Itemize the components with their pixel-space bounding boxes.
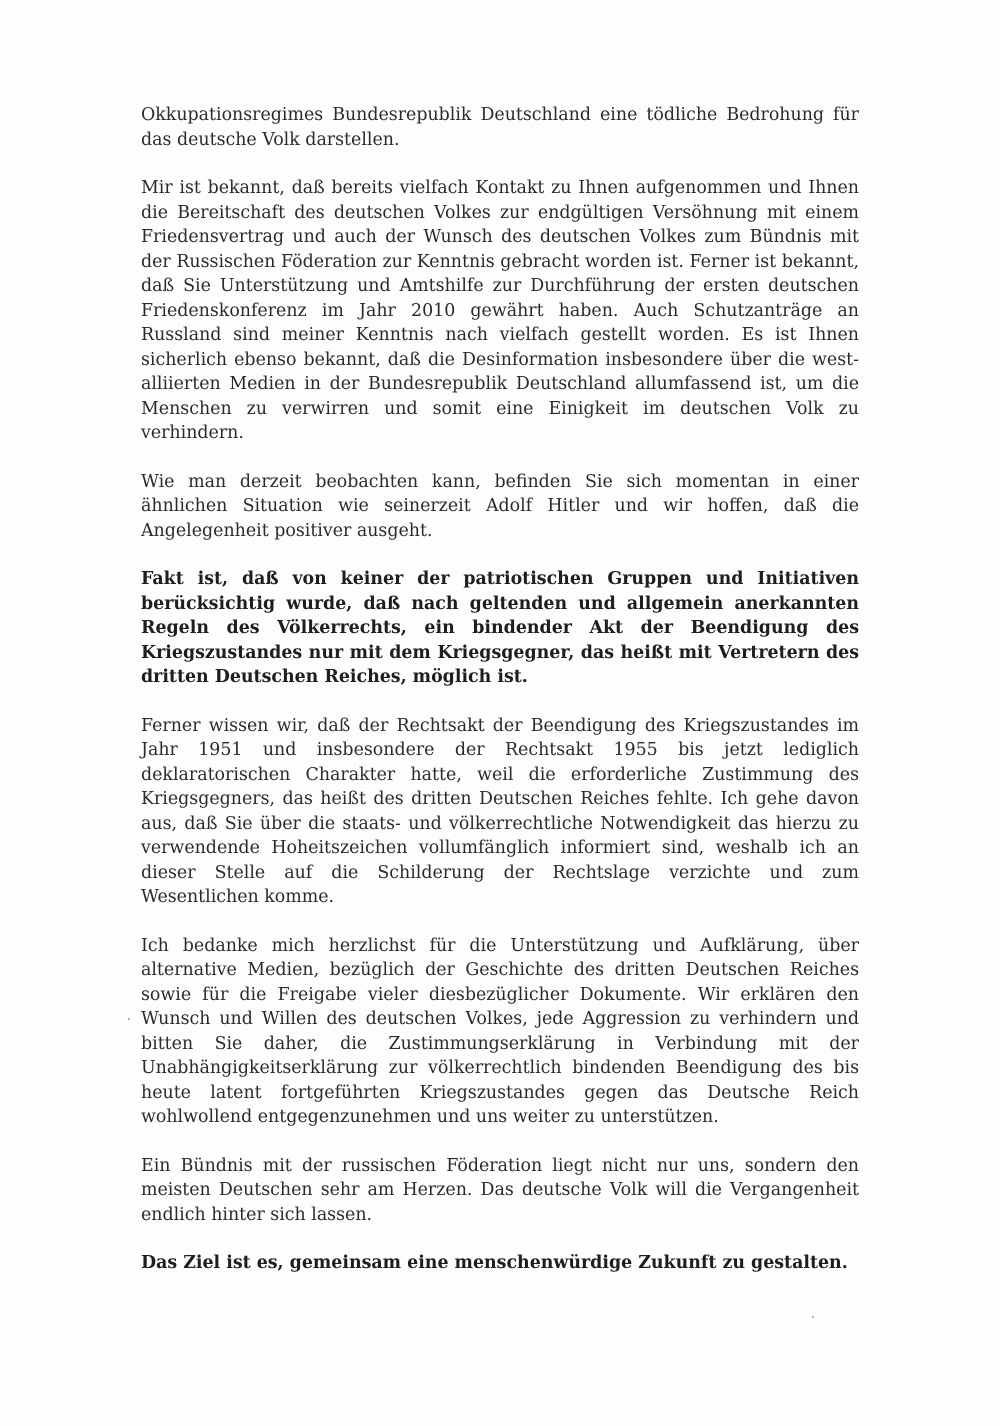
paragraph-7: Ein Bündnis mit der russischen Föderation liegt nicht nur uns, sondern den meisten Deutschen sehr am Herzen. Das deutsche Volk will die Vergangenheit endlich hinter sich lassen. [141, 1155, 859, 1225]
scan-speck [812, 1316, 814, 1318]
closing-statement: Das Ziel ist es, gemeinsam eine menschenwürdige Zukunft zu gestalten. [141, 1253, 848, 1273]
paragraph-2: Mir ist bekannt, daß bereits vielfach Kontakt zu Ihnen aufgenommen und Ihnen die Bereitschaft des deutschen Volkes zur endgültigen Versöhnung mit einem Friedensvertrag und auch der Wunsch des deutschen Volkes zum Bündnis mit der Russischen Föderation zur Kenntnis gebracht worden ist. Ferner ist bekannt, daß Sie Unterstützung und Amtshilfe zur Durchführung der ersten deutschen Friedenskonferenz im Jahr 2010 gewährt haben. Auch Schutzanträge an Russland sind meiner Kenntnis nach vielfach gestellt worden. Es ist Ihnen sicherlich ebenso bekannt, daß die Desinformation insbesondere über die west-alliierten Medien in der Bundesrepublik Deutschland allumfassend ist, um die Menschen zu verwirren und somit eine Einigkeit im deutschen Volk zu verhindern. [141, 178, 859, 443]
paragraph-4-bold: Fakt ist, daß von keiner der patriotischen Gruppen und Initiativen berücksichtig wurde, daß nach geltenden und allgemein anerkannten Regeln des Völkerrechts, ein bindender Akt der Beendigung des Kriegszustandes nur mit dem Kriegsgegner, das heißt mit Vertretern des dritten Deutschen Reiches, möglich ist. [141, 569, 859, 687]
paragraph-5: Ferner wissen wir, daß der Rechtsakt der Beendigung des Kriegszustandes im Jahr 1951 und insbesondere der Rechtsakt 1955 bis jetzt lediglich deklaratorischen Charakter hatte, weil die erforderliche Zustimmung des Kriegsgegners, das heißt des dritten Deutschen Reiches fehlte. Ich gehe davon aus, daß Sie über die staats- und völkerrechtliche Notwendigkeit das hierzu zu verwendende Hoheitszeichen vollumfänglich informiert sind, weshalb ich an dieser Stelle auf die Schilderung der Rechtslage verzichte und zum Wesentlichen komme. [141, 715, 859, 907]
paragraph-3: Wie man derzeit beobachten kann, befinden Sie sich momentan in einer ähnlichen Situation wie seinerzeit Adolf Hitler und wir hoffen, daß die Angelegenheit positiver ausgeht. [141, 471, 859, 541]
paragraph-6: Ich bedanke mich herzlichst für die Unterstützung und Aufklärung, über alternative Medien, bezüglich der Geschichte des dritten Deutschen Reiches sowie für die Freigabe vieler diesbezüglicher Dokumente. Wir erklären den Wunsch und Willen des deutschen Volkes, jede Aggression zu verhindern und bitten Sie daher, die Zustimmungserklärung in Verbindung mit der Unabhängigkeitserklärung zur völkerrechtlich bindenden Beendigung des bis heute latent fortgeführten Kriegszustandes gegen das Deutsche Reich wohlwollend entgegenzunehmen und uns weiter zu unterstützen. [141, 935, 859, 1127]
scan-speck [128, 1018, 130, 1020]
paragraph-1: Okkupationsregimes Bundesrepublik Deutschland eine tödliche Bedrohung für das deutsche Volk darstellen. [141, 105, 859, 150]
